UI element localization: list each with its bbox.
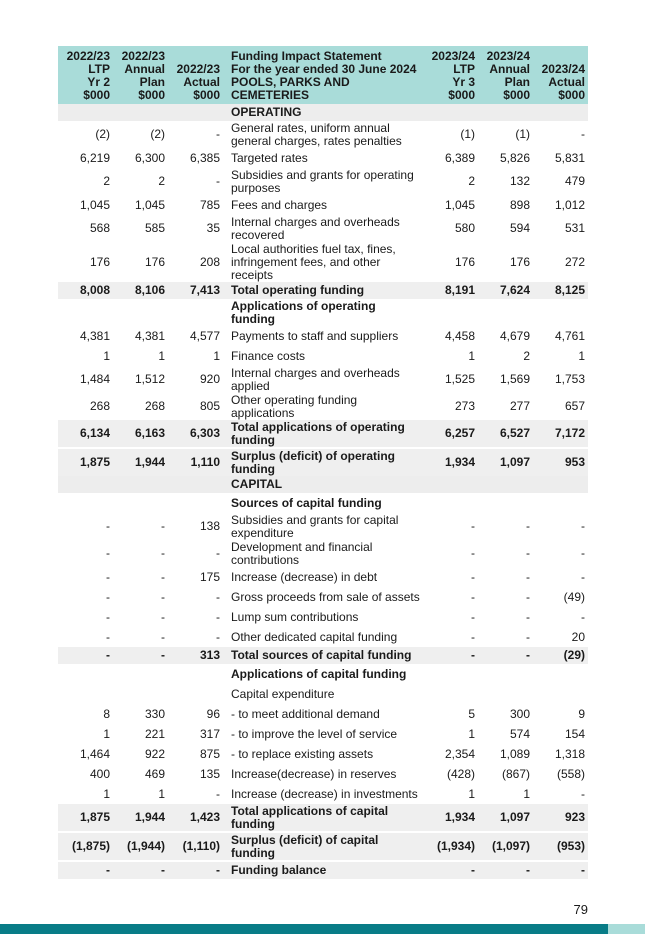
value-cell: 268 [144,399,165,413]
value-cell: 6,385 [189,150,220,165]
value-cell: 272 [564,254,585,269]
table-row [58,513,588,540]
value-cell: - [533,861,588,879]
value-cell [423,664,478,684]
value-cell: 1 [468,726,475,741]
value-cell: - [216,589,220,604]
row-label: Applications of capital funding [231,666,407,681]
table-row [58,215,588,242]
row-label: Finance costs [231,348,306,363]
value-cell [113,104,168,121]
value-cell: 1,934 [423,804,478,832]
row-label: Internal charges and overheads applied [231,365,400,393]
value-cell: (49) [563,589,585,604]
value-cell: - [581,569,585,584]
table-row [58,326,588,346]
value-cell: 479 [564,174,585,188]
value-cell [113,476,168,493]
value-cell: - [581,127,585,141]
value-cell: 1,934 [423,448,478,476]
value-cell: 1,944 [113,804,168,832]
table-row [58,540,588,567]
value-cell: - [161,519,165,533]
value-cell: - [478,861,533,879]
value-cell: 313 [168,647,223,664]
value-cell: (1,934) [423,832,478,861]
header-col-2022-23-annual-plan: 2022/23 Annual Plan $000 [113,46,168,104]
row-label: Increase(decrease) in reserves [231,766,397,781]
value-cell: 1,569 [499,372,530,386]
value-cell: - [106,519,110,533]
value-cell: - [216,629,220,644]
value-cell: - [161,589,165,604]
table-row [58,242,588,282]
value-cell: 922 [144,746,165,761]
value-cell: 1,097 [478,804,533,832]
value-cell: 4,381 [134,328,165,343]
value-cell [113,493,168,513]
row-label: OPERATING [223,104,423,121]
funding-impact-statement-table [58,46,588,879]
row-label: CAPITAL [223,476,423,493]
table-row [58,148,588,168]
header-col-2023-24-ltp: 2023/24 LTP Yr 3 $000 [423,46,478,104]
value-cell: - [161,569,165,584]
value-cell [58,299,113,326]
value-cell: 4,761 [554,328,585,343]
value-cell: 923 [533,804,588,832]
row-label: Increase (decrease) in debt [231,569,378,584]
value-cell: 221 [144,726,165,741]
value-cell: 1,484 [79,372,110,386]
header-col-2022-23-actual: 2022/23 Actual $000 [168,46,223,104]
value-cell: 1,045 [134,197,165,212]
value-cell: 1,525 [444,372,475,386]
value-cell: - [113,861,168,879]
value-cell: (558) [556,766,585,781]
table-row [58,784,588,804]
value-cell: - [471,519,475,533]
value-cell [423,104,478,121]
row-label: Surplus (deficit) of operating funding [223,448,423,476]
table-row [58,704,588,724]
value-cell: 6,300 [134,150,165,165]
table-row [58,764,588,784]
row-label: Targeted rates [231,150,308,165]
value-cell: 1,875 [58,804,113,832]
value-cell: 154 [564,726,585,741]
value-cell: 2 [523,348,530,363]
value-cell: - [471,609,475,624]
value-cell: - [471,629,475,644]
value-cell [533,476,588,493]
total-row [58,282,588,299]
value-cell: 1,944 [113,448,168,476]
table-body [58,104,588,879]
row-label: Gross proceeds from sale of assets [231,589,420,604]
value-cell: 6,257 [423,420,478,448]
value-cell: - [216,174,220,188]
subheading-row [58,664,588,684]
total-row [58,832,588,861]
value-cell: 1,464 [79,746,110,761]
value-cell: 1,318 [554,746,585,761]
table-row [58,724,588,744]
value-cell: (1) [460,127,475,141]
value-cell: 132 [509,174,530,188]
value-cell: 8 [103,706,110,721]
value-cell: (2) [95,127,110,141]
total-row [58,647,588,664]
value-cell [423,684,478,704]
value-cell: - [106,546,110,560]
section-row [58,104,588,121]
row-label: Sources of capital funding [231,495,382,510]
value-cell [423,476,478,493]
table-row [58,744,588,764]
value-cell: 7,172 [533,420,588,448]
value-cell: 1,110 [168,448,223,476]
row-label: Applications of operating funding [231,298,376,326]
value-cell: - [423,647,478,664]
value-cell: (2) [150,127,165,141]
value-cell [168,664,223,684]
row-label: - to replace existing assets [231,746,374,761]
value-cell [533,299,588,326]
value-cell: - [478,647,533,664]
value-cell: 135 [199,766,220,781]
value-cell: 898 [509,197,530,212]
value-cell [58,493,113,513]
value-cell: 953 [533,448,588,476]
value-cell: 208 [199,254,220,269]
value-cell: 1 [158,348,165,363]
row-label: Total applications of capital funding [223,804,423,832]
value-cell: 8,125 [533,282,588,299]
value-cell [533,684,588,704]
value-cell: - [113,647,168,664]
value-cell: 6,134 [58,420,113,448]
value-cell: - [526,519,530,533]
header-col-2022-23-ltp: 2022/23 LTP Yr 2 $000 [58,46,113,104]
value-cell: - [471,546,475,560]
value-cell: 1 [468,786,475,801]
value-cell: - [526,629,530,644]
value-cell: - [58,861,113,879]
value-cell: - [581,609,585,624]
value-cell: - [106,629,110,644]
value-cell: 176 [89,254,110,269]
value-cell: - [526,546,530,560]
value-cell: 1,423 [168,804,223,832]
value-cell: 176 [509,254,530,269]
value-cell: 5,826 [499,150,530,165]
value-cell: 5 [468,706,475,721]
value-cell: 469 [144,766,165,781]
value-cell: 657 [564,399,585,413]
value-cell: - [106,569,110,584]
value-cell: - [216,786,220,801]
value-cell: 875 [199,746,220,761]
value-cell: - [161,546,165,560]
value-cell: 1 [578,348,585,363]
value-cell: (1,944) [113,832,168,861]
value-cell: (867) [501,766,530,781]
value-cell: (953) [533,832,588,861]
value-cell: - [471,569,475,584]
value-cell [168,684,223,704]
value-cell: 96 [206,706,220,721]
table-row [58,121,588,148]
value-cell: (428) [446,766,475,781]
value-cell [478,493,533,513]
value-cell: 7,624 [478,282,533,299]
footer-bar-accent [608,924,645,934]
value-cell: - [526,589,530,604]
value-cell: 176 [454,254,475,269]
value-cell [168,493,223,513]
row-label: Total operating funding [223,282,423,299]
value-cell: 277 [509,399,530,413]
value-cell: 1 [468,348,475,363]
row-label: Fees and charges [231,197,328,212]
table-row [58,607,588,627]
row-label: General rates, uniform annual general charges, rates penalties [231,120,402,148]
row-label: Total sources of capital funding [223,647,423,664]
table-row [58,168,588,195]
value-cell: 2 [468,174,475,188]
value-cell: 1 [103,726,110,741]
value-cell [168,104,223,121]
value-cell [478,664,533,684]
section-row [58,476,588,493]
table-row [58,393,588,420]
table-row [58,346,588,366]
value-cell: 300 [509,706,530,721]
table-header-row [58,46,588,104]
value-cell: - [526,569,530,584]
row-label: Other dedicated capital funding [231,629,398,644]
value-cell: 400 [89,766,110,781]
table-row [58,366,588,393]
value-cell: - [58,647,113,664]
value-cell [168,476,223,493]
value-cell: - [216,127,220,141]
value-cell: 9 [578,706,585,721]
row-label: Increase (decrease) in investments [231,786,418,801]
row-label: - to improve the level of service [231,726,398,741]
value-cell: 7,413 [168,282,223,299]
value-cell: 805 [199,399,220,413]
value-cell: 1,097 [478,448,533,476]
value-cell [533,493,588,513]
row-label: Development and financial contributions [231,539,373,567]
value-cell: 920 [199,372,220,386]
page-number: 79 [573,902,588,917]
value-cell: 1 [158,786,165,801]
value-cell: 35 [206,221,220,235]
row-label: Internal charges and overheads recovered [231,214,400,242]
value-cell: 176 [144,254,165,269]
value-cell: 574 [509,726,530,741]
total-row [58,804,588,832]
footer-bar [0,924,608,934]
value-cell: - [106,589,110,604]
row-label: Funding balance [223,861,423,879]
value-cell: - [216,609,220,624]
value-cell [58,684,113,704]
value-cell: 1,089 [499,746,530,761]
row-label: Capital expenditure [231,686,335,701]
row-label: Local authorities fuel tax, fines, infringement fees, and other receipts [231,241,396,282]
value-cell [113,664,168,684]
value-cell: - [161,609,165,624]
row-label: Lump sum contributions [231,609,359,624]
value-cell: 6,303 [168,420,223,448]
value-cell [478,684,533,704]
value-cell: 4,458 [444,328,475,343]
value-cell: 4,679 [499,328,530,343]
value-cell [478,476,533,493]
value-cell: 6,389 [444,150,475,165]
value-cell: 4,577 [189,328,220,343]
value-cell [168,299,223,326]
value-cell: 585 [144,221,165,235]
header-col-2023-24-annual-plan: 2023/24 Annual Plan $000 [478,46,533,104]
header-statement-title: Funding Impact Statement For the year ended 30 June 2024 POOLS, PARKS AND CEMETERIES [223,46,423,104]
table-row [58,195,588,215]
value-cell: 1 [103,786,110,801]
row-label: - to meet additional demand [231,706,380,721]
value-cell [533,104,588,121]
value-cell [533,664,588,684]
value-cell: 1,045 [79,197,110,212]
value-cell: 1,875 [58,448,113,476]
value-cell: 268 [89,399,110,413]
value-cell: 594 [509,221,530,235]
value-cell [478,104,533,121]
value-cell: - [216,546,220,560]
value-cell: 531 [564,221,585,235]
value-cell [478,299,533,326]
value-cell [113,299,168,326]
value-cell: (1,875) [58,832,113,861]
row-label: Other operating funding applications [231,392,358,420]
row-label: Subsidies and grants for operating purposes [231,167,414,195]
value-cell: 785 [199,197,220,212]
value-cell: 6,163 [113,420,168,448]
value-cell: 5,831 [554,150,585,165]
value-cell [423,493,478,513]
value-cell: - [581,786,585,801]
total-row [58,420,588,448]
value-cell: - [423,861,478,879]
value-cell: (29) [533,647,588,664]
value-cell: 6,219 [79,150,110,165]
value-cell: - [581,546,585,560]
value-cell: 1 [103,348,110,363]
total-row [58,448,588,476]
value-cell: 330 [144,706,165,721]
value-cell: 1 [213,348,220,363]
value-cell: 20 [571,629,585,644]
value-cell: - [581,519,585,533]
value-cell: 1,012 [554,197,585,212]
value-cell: 8,191 [423,282,478,299]
value-cell: 2 [103,174,110,188]
value-cell: 138 [199,519,220,533]
table-row [58,587,588,607]
value-cell: - [471,589,475,604]
row-label: Payments to staff and suppliers [231,328,399,343]
row-label: Subsidies and grants for capital expenditure [231,512,399,540]
value-cell: - [161,629,165,644]
value-cell: 273 [454,399,475,413]
value-cell: 580 [454,221,475,235]
value-cell: 1 [523,786,530,801]
value-cell: - [526,609,530,624]
value-cell: 1,512 [134,372,165,386]
value-cell: (1,110) [168,832,223,861]
value-cell: 175 [199,569,220,584]
value-cell: (1,097) [478,832,533,861]
value-cell [58,664,113,684]
total-row [58,861,588,879]
value-cell: 8,106 [113,282,168,299]
header-col-2023-24-actual: 2023/24 Actual $000 [533,46,588,104]
table-row [58,567,588,587]
value-cell: - [168,861,223,879]
value-cell: 317 [199,726,220,741]
value-cell: 8,008 [58,282,113,299]
row-label: Surplus (deficit) of capital funding [223,832,423,861]
value-cell: (1) [515,127,530,141]
value-cell: 1,753 [554,372,585,386]
value-cell: 6,527 [478,420,533,448]
value-cell: 1,045 [444,197,475,212]
value-cell [58,104,113,121]
subheading-row [58,299,588,326]
table-row [58,627,588,647]
value-cell [58,476,113,493]
value-cell: 2,354 [444,746,475,761]
table-row [58,684,588,704]
value-cell: 568 [89,221,110,235]
value-cell: - [106,609,110,624]
value-cell: 2 [158,174,165,188]
value-cell [113,684,168,704]
value-cell: 4,381 [79,328,110,343]
value-cell [423,299,478,326]
row-label: Total applications of operating funding [223,420,423,448]
subheading-row [58,493,588,513]
